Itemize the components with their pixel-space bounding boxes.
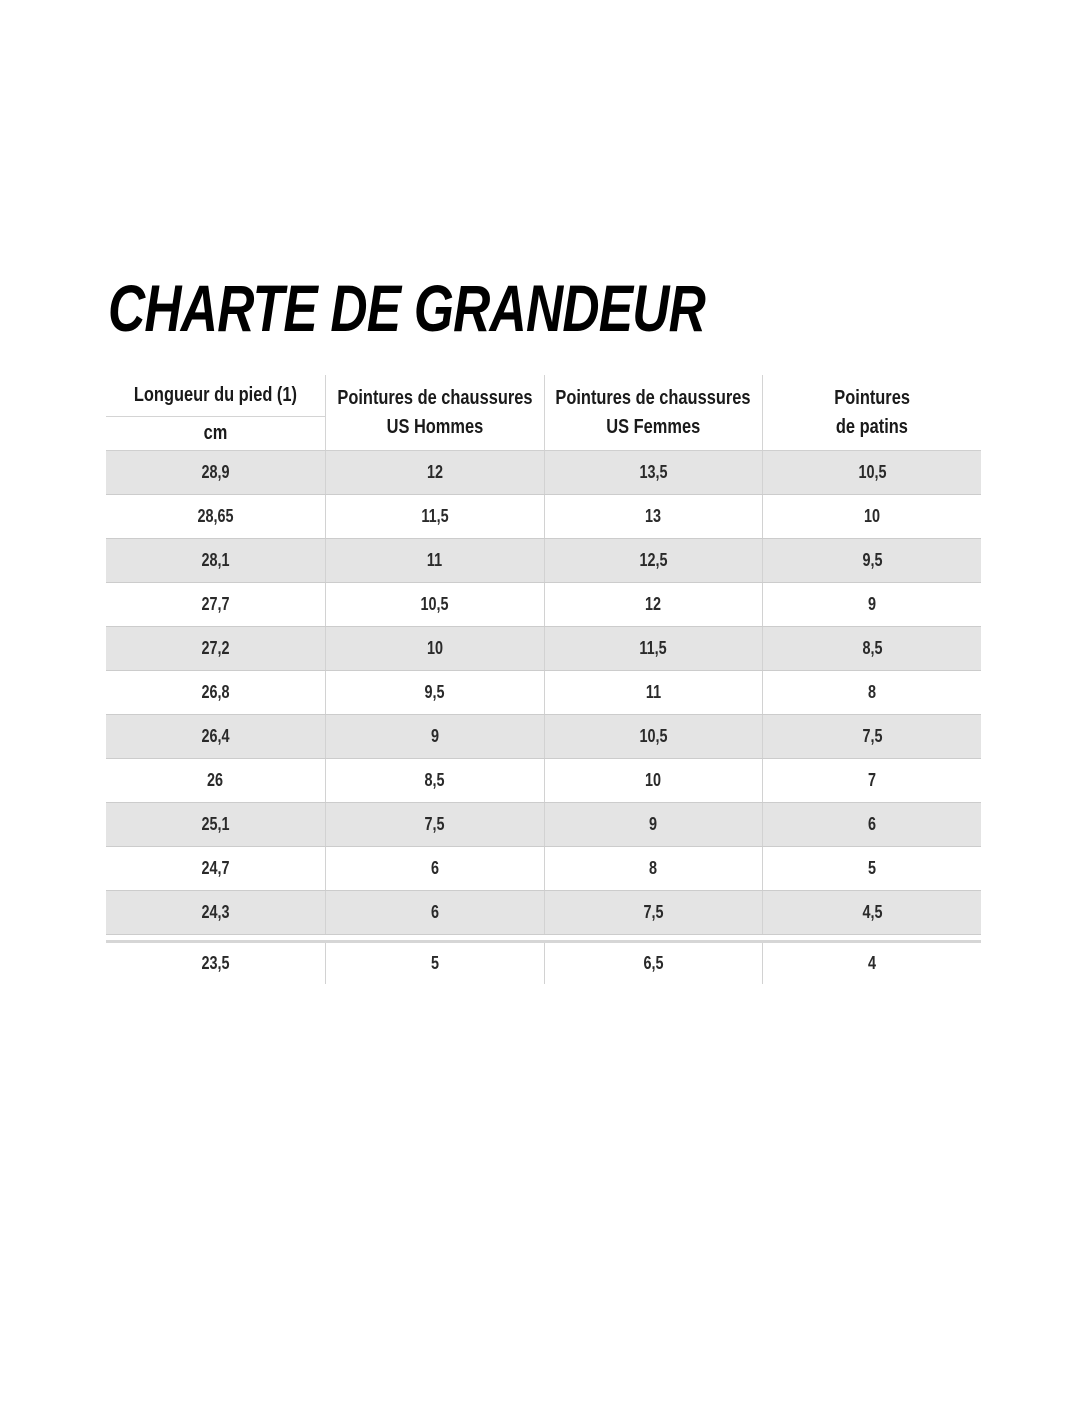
- table-row: [106, 451, 981, 495]
- cell-us-women: 9: [544, 803, 763, 846]
- cell-us-men: 12: [325, 451, 544, 494]
- header-skate-size-line2: de patins: [836, 415, 909, 438]
- table-body: [106, 451, 981, 984]
- cell-foot-length: 25,1: [201, 814, 230, 834]
- cell-us-men: 6: [325, 891, 544, 934]
- cell-foot-length: 27,7: [201, 594, 230, 614]
- table-row: [106, 715, 981, 759]
- table-row: [106, 539, 981, 583]
- page-title: CHARTE DE GRANDEUR: [108, 271, 706, 345]
- cell-us-women: 11: [544, 671, 763, 714]
- header-us-women-line1: Pointures de chaussures: [555, 386, 751, 409]
- cell-skate-size: 9: [762, 583, 981, 626]
- header-skate-size-line1: Pointures: [834, 386, 910, 409]
- header-foot-length-label: Longueur du pied (1): [133, 384, 297, 406]
- cell-foot-length: 26,4: [201, 726, 230, 746]
- table-row: [106, 495, 981, 539]
- cell-foot-length: 28,65: [197, 506, 234, 526]
- table-row: [106, 759, 981, 803]
- header-foot-length-unit: cm: [203, 422, 228, 444]
- cell-us-women: 11,5: [544, 627, 763, 670]
- cell-us-men: 5: [325, 943, 544, 984]
- header-us-men-line1: Pointures de chaussures: [337, 386, 533, 409]
- cell-us-men: 11,5: [325, 495, 544, 538]
- cell-us-women: 13: [544, 495, 763, 538]
- cell-us-women: 7,5: [544, 891, 763, 934]
- table-row: [106, 847, 981, 891]
- cell-foot-length: 28,1: [201, 550, 230, 570]
- cell-foot-length: 24,3: [201, 902, 230, 922]
- cell-skate-size: 4: [762, 943, 981, 984]
- cell-skate-size: 5: [762, 847, 981, 890]
- cell-us-women: 6,5: [544, 943, 763, 984]
- cell-foot-length: 24,7: [201, 858, 230, 878]
- cell-foot-length: 26,8: [201, 682, 230, 702]
- cell-us-women: 12: [544, 583, 763, 626]
- cell-skate-size: 6: [762, 803, 981, 846]
- cell-foot-length: 27,2: [201, 638, 230, 658]
- cell-us-women: 13,5: [544, 451, 763, 494]
- cell-us-women: 8: [544, 847, 763, 890]
- table-row: [106, 627, 981, 671]
- header-foot-length: [106, 375, 325, 450]
- cell-skate-size: 4,5: [762, 891, 981, 934]
- cell-us-men: 7,5: [325, 803, 544, 846]
- header-us-men-line2: US Hommes: [386, 415, 483, 438]
- cell-us-men: 9: [325, 715, 544, 758]
- table-header-row: [106, 375, 981, 451]
- table-row: [106, 803, 981, 847]
- cell-us-women: 12,5: [544, 539, 763, 582]
- cell-us-men: 8,5: [325, 759, 544, 802]
- cell-skate-size: 7: [762, 759, 981, 802]
- cell-skate-size: 10,5: [762, 451, 981, 494]
- cell-us-men: 6: [325, 847, 544, 890]
- cell-skate-size: 9,5: [762, 539, 981, 582]
- cell-us-men: 11: [325, 539, 544, 582]
- cell-us-men: 10,5: [325, 583, 544, 626]
- header-us-women-line2: US Femmes: [606, 415, 701, 438]
- table-row: [106, 671, 981, 715]
- cell-skate-size: 8: [762, 671, 981, 714]
- header-us-men: [325, 375, 544, 450]
- cell-foot-length: 26: [207, 770, 224, 790]
- header-skate-size: [762, 375, 981, 450]
- size-chart-table: [106, 375, 981, 984]
- table-row: [106, 583, 981, 627]
- cell-skate-size: 7,5: [762, 715, 981, 758]
- cell-us-men: 9,5: [325, 671, 544, 714]
- table-row: [106, 891, 981, 935]
- cell-skate-size: 8,5: [762, 627, 981, 670]
- table-row: [106, 940, 981, 984]
- cell-us-men: 10: [325, 627, 544, 670]
- cell-us-women: 10,5: [544, 715, 763, 758]
- cell-skate-size: 10: [762, 495, 981, 538]
- cell-us-women: 10: [544, 759, 763, 802]
- cell-foot-length: 28,9: [201, 462, 230, 482]
- cell-foot-length: 23,5: [201, 953, 230, 973]
- header-us-women: [544, 375, 763, 450]
